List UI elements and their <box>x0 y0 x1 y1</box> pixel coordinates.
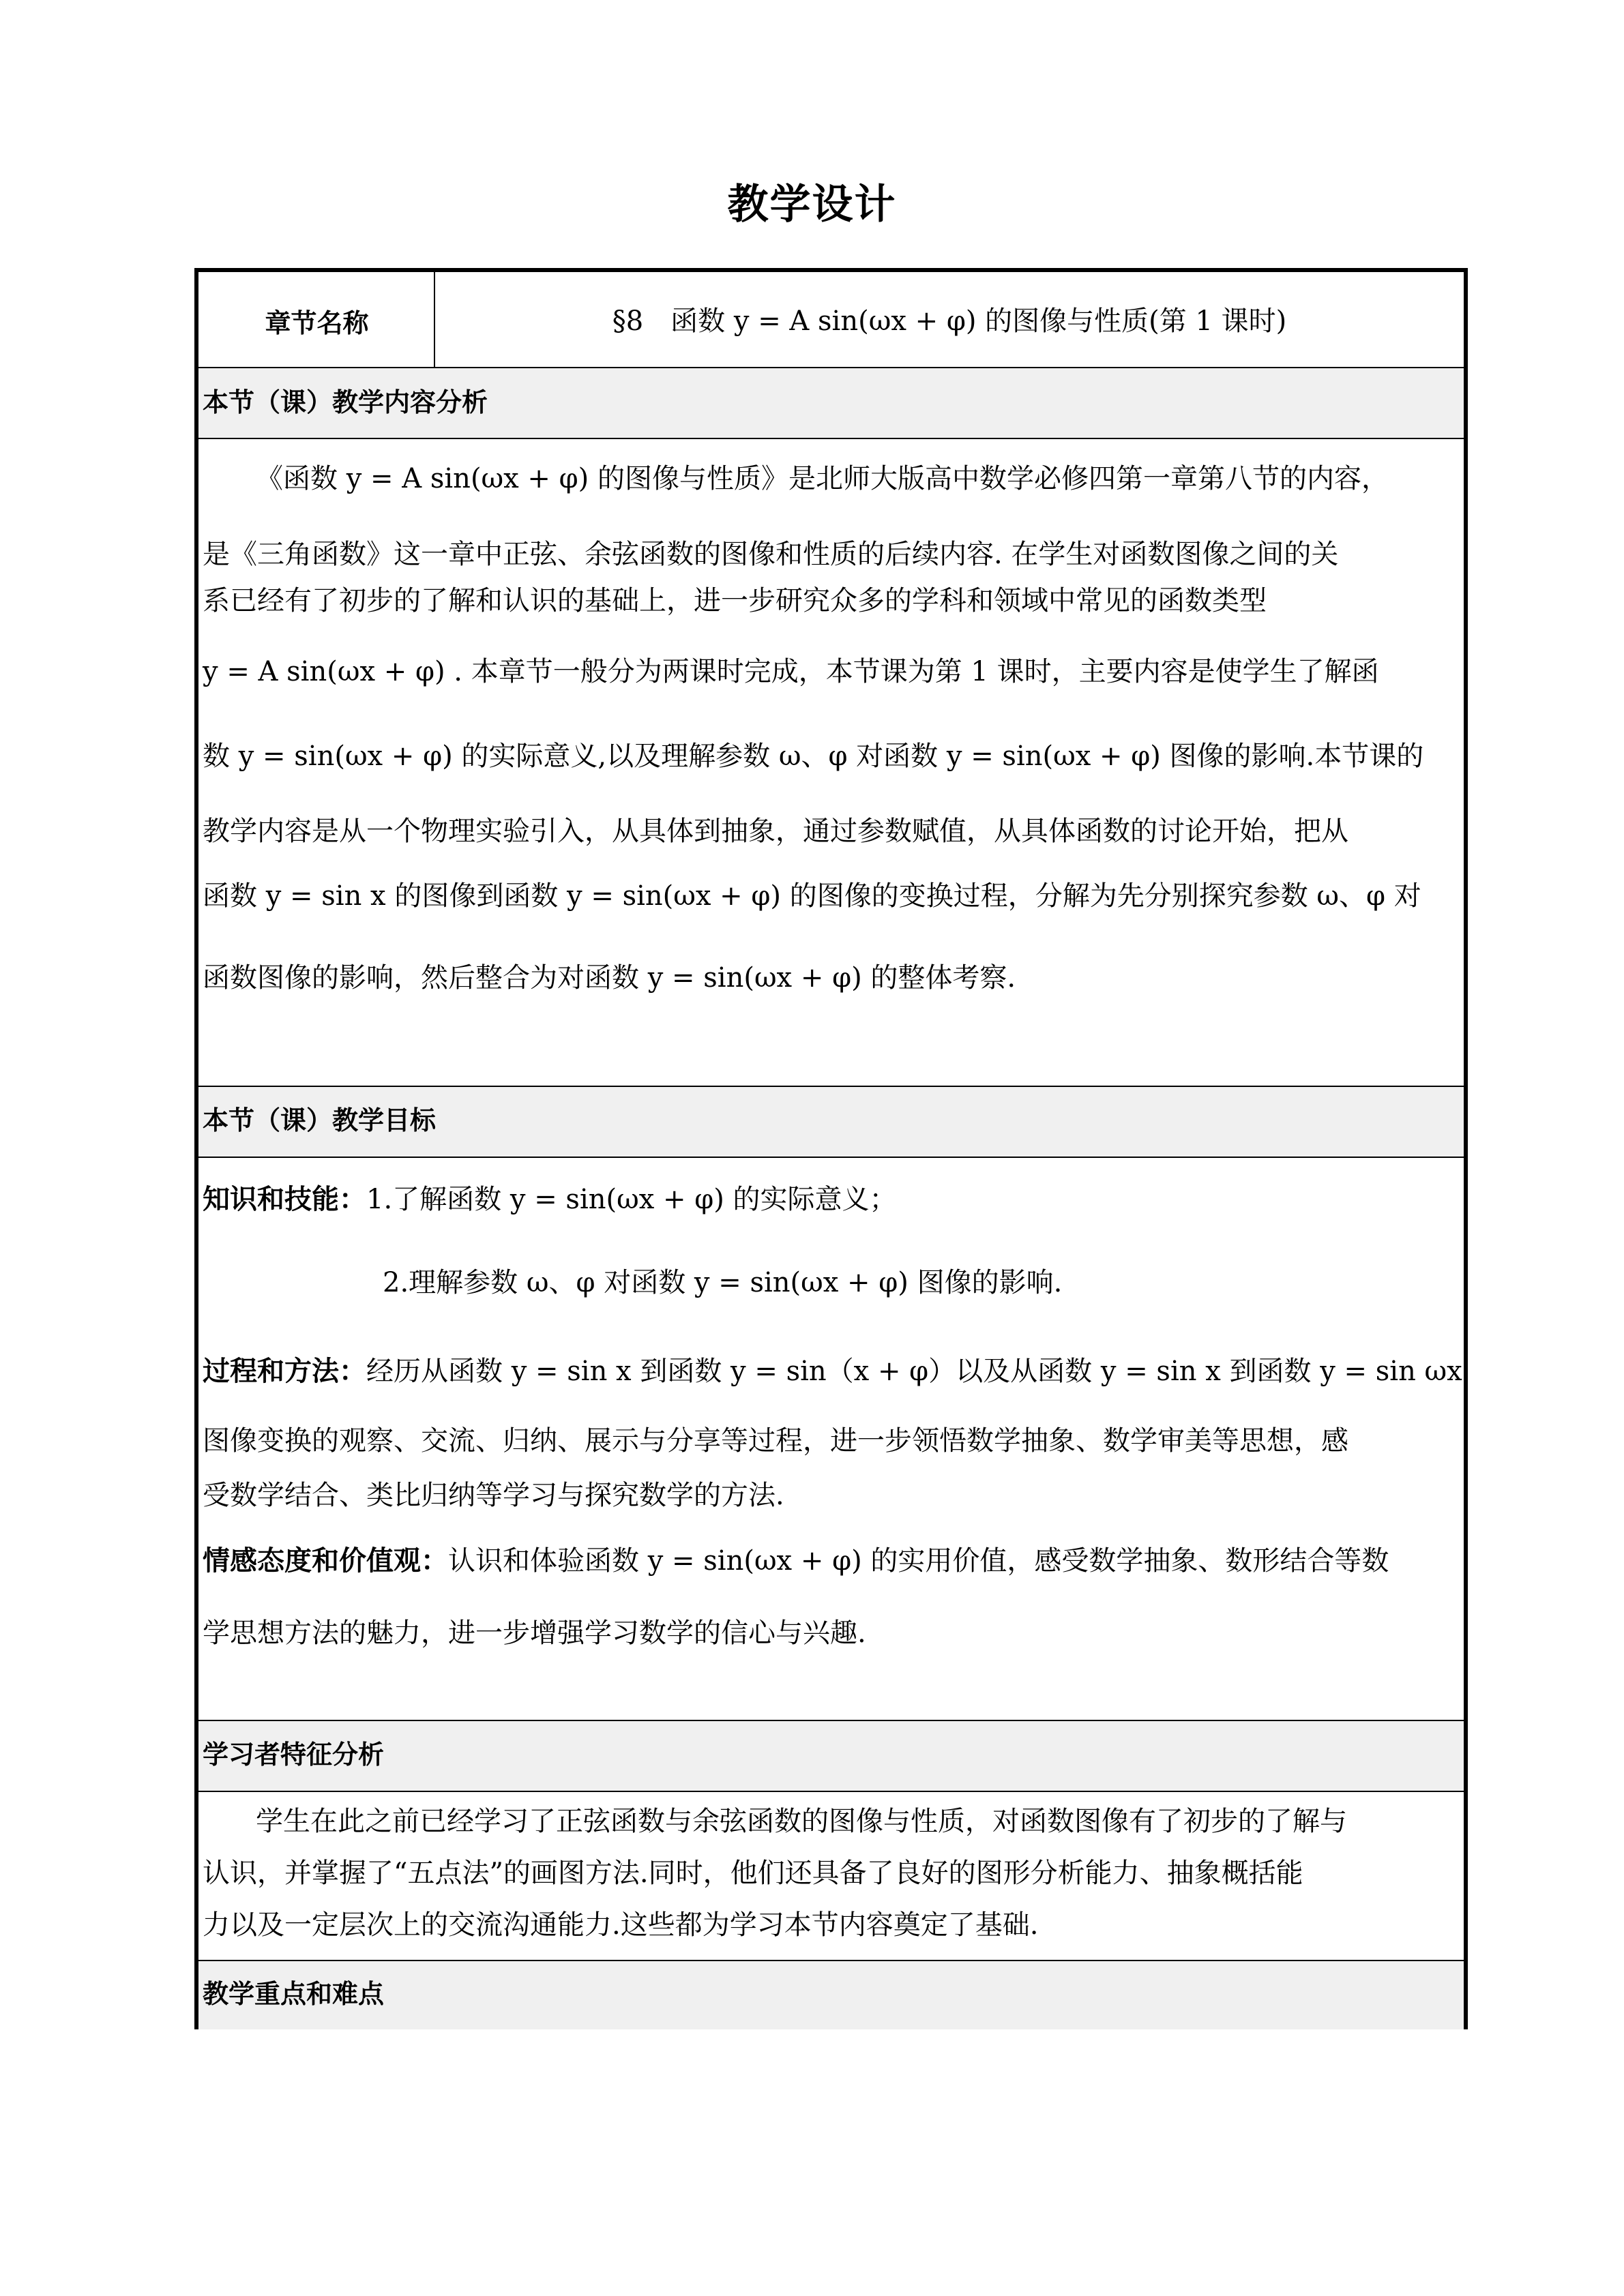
content-analysis-line: 函数图像的影响，然后整合为对函数 y = sin(ωx + φ) 的整体考察. <box>203 962 1016 994</box>
learner-line: 认识，并掌握了“五点法”的画图方法.同时，他们还具备了良好的图形分析能力、抽象概括能 <box>203 1858 1303 1889</box>
process-line <box>203 1356 1462 1386</box>
process-text-1: 经历从函数 y = sin x 到函数 y = sin（x + φ）以及从函数 y = sin x 到函数 y = sin ωx <box>366 1356 1462 1387</box>
key-points-heading: 教学重点和难点 <box>203 1979 385 2009</box>
process-text-2: 图像变换的观察、交流、归纳、展示与分享等过程，进一步领悟数学抽象、数学审美等思想，感 <box>203 1425 1348 1457</box>
content-analysis-line: 教学内容是从一个物理实验引入，从具体到抽象，通过参数赋值，从具体函数的讨论开始，把从 <box>203 816 1348 847</box>
content-analysis-line: 是《三角函数》这一章中正弦、余弦函数的图像和性质的后续内容. 在学生对函数图像之间的关 <box>203 539 1339 570</box>
attitude-line <box>203 1546 1389 1576</box>
content-analysis-line: 函数 y = sin x 的图像到函数 y = sin(ωx + φ) 的图像的变换过程，分解为先分别探究参数 ω、φ 对 <box>203 880 1421 912</box>
chapter-value: §8 函数 y = A sin(ωx + φ) 的图像与性质(第 1 课时) <box>612 305 1287 337</box>
row-divider <box>198 438 1464 439</box>
knowledge-item-2: 2.理解参数 ω、φ 对函数 y = sin(ωx + φ) 图像的影响. <box>383 1267 1063 1298</box>
process-label: 过程和方法： <box>203 1356 366 1387</box>
learner-line: 学生在此之前已经学习了正弦函数与余弦函数的图像与性质，对函数图像有了初步的了解与 <box>256 1806 1347 1837</box>
attitude-text-2: 学思想方法的魅力，进一步增强学习数学的信心与兴趣. <box>203 1617 866 1649</box>
document-title: 教学设计 <box>727 181 897 228</box>
lesson-design-table <box>194 268 1468 2029</box>
process-text-3: 受数学结合、类比归纳等学习与探究数学的方法. <box>203 1480 784 1511</box>
attitude-text-1: 认识和体验函数 y = sin(ωx + φ) 的实用价值，感受数学抽象、数形结合等数 <box>448 1545 1389 1577</box>
content-analysis-heading: 本节（课）教学内容分析 <box>203 387 488 417</box>
content-analysis-line: 《函数 y = A sin(ωx + φ) 的图像与性质》是北师大版高中数学必修四第一章第八节的内容， <box>256 463 1389 494</box>
row-divider <box>198 1157 1464 1158</box>
section-header-bg <box>198 1961 1464 2029</box>
learner-line: 力以及一定层次上的交流沟通能力.这些都为学习本节内容奠定了基础. <box>203 1909 1039 1941</box>
attitude-label: 情感态度和价值观： <box>203 1545 448 1577</box>
section-header-bg <box>198 1721 1464 1791</box>
objectives-heading: 本节（课）教学目标 <box>203 1105 437 1135</box>
knowledge-item-1: 1.了解函数 y = sin(ωx + φ) 的实际意义； <box>366 1184 897 1215</box>
knowledge-line <box>203 1184 897 1214</box>
chapter-label: 章节名称 <box>265 308 369 338</box>
content-analysis-line: 系已经有了初步的了解和认识的基础上，进一步研究众多的学科和领域中常见的函数类型 <box>203 585 1267 616</box>
row-divider <box>198 1791 1464 1792</box>
learner-heading: 学习者特征分析 <box>203 1740 385 1770</box>
knowledge-label: 知识和技能： <box>203 1184 366 1215</box>
content-analysis-line: 数 y = sin(ωx + φ) 的实际意义,以及理解参数 ω、φ 对函数 y = sin(ωx + φ) 图像的影响.本节课的 <box>203 741 1424 772</box>
content-analysis-line: y = A sin(ωx + φ) . 本章节一般分为两课时完成，本节课为第 1 课时，主要内容是使学生了解函 <box>203 656 1379 687</box>
